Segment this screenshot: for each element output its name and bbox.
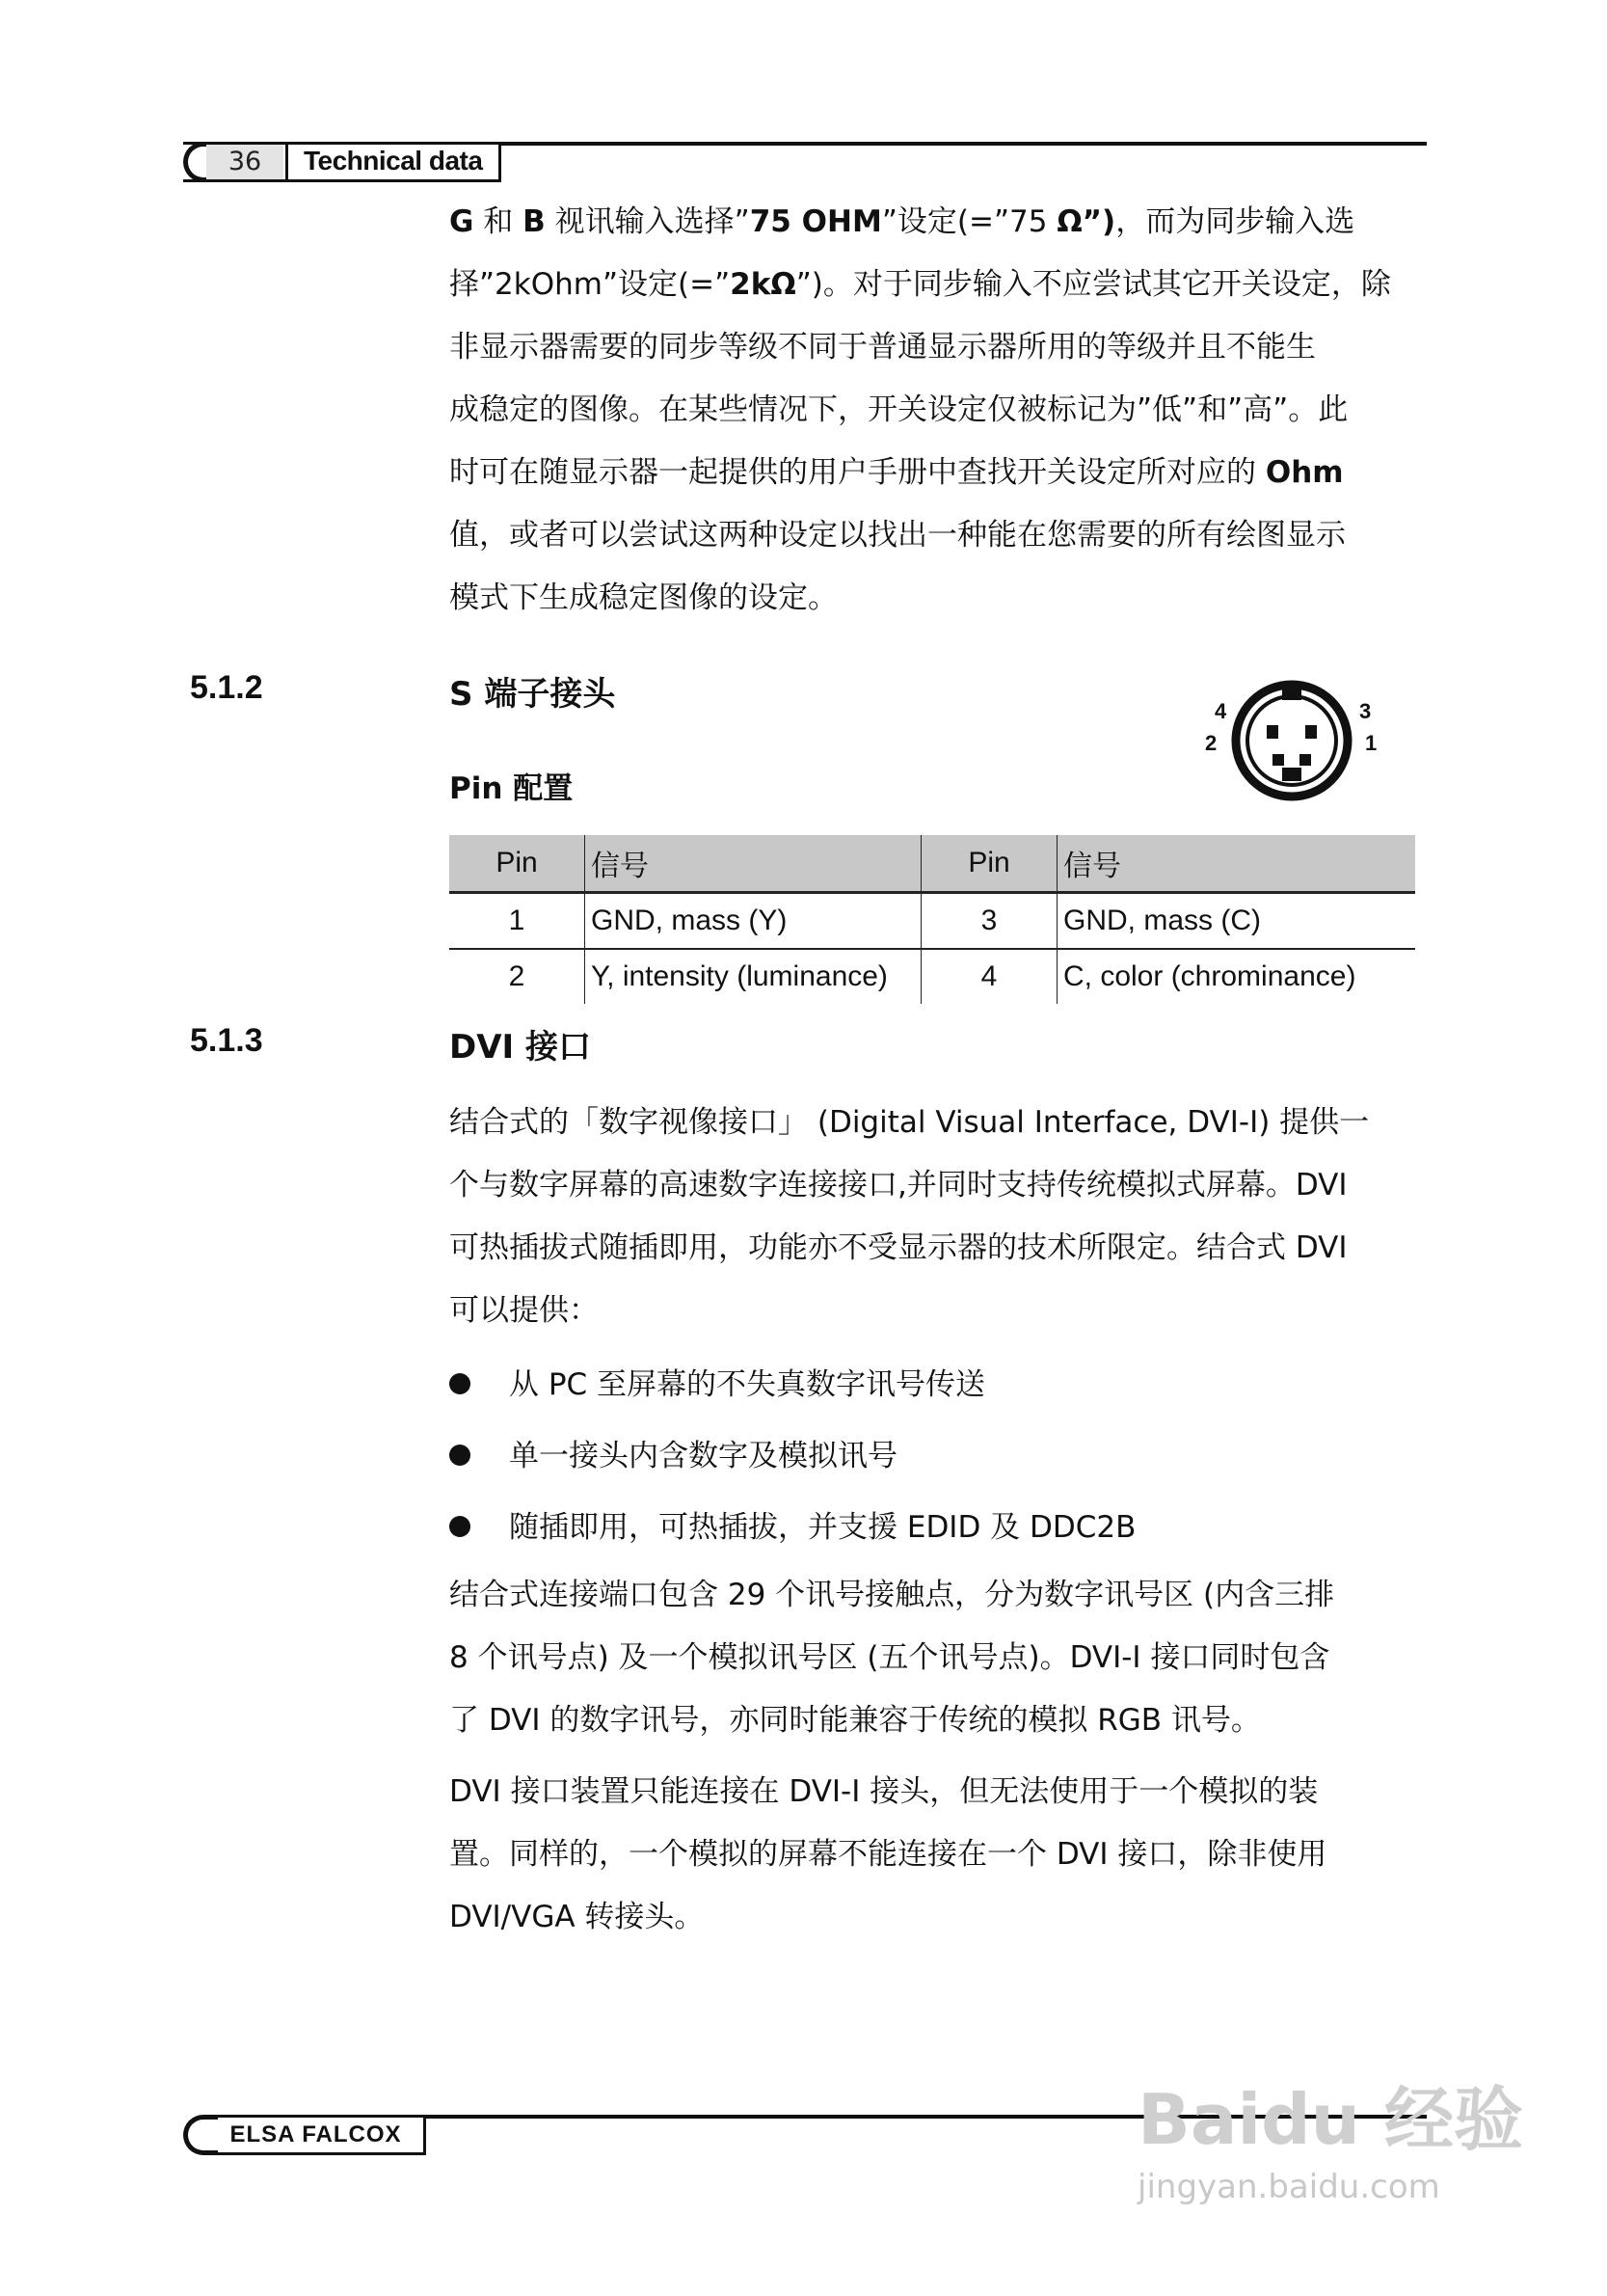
pin-label-1: 1: [1365, 731, 1378, 755]
intro-line-1: G 和 B 视讯输入选择”75 OHM”设定(=”75 Ω”)，而为同步输入选: [449, 204, 1355, 239]
pin-table-header-row: [449, 835, 1415, 893]
list-item: 从 PC 至屏幕的不失真数字讯号传送: [449, 1360, 985, 1403]
signal-cell: C, color (chrominance): [1058, 949, 1416, 1004]
page-number: 36: [206, 145, 283, 179]
dvi-paragraph-1: [449, 1092, 1413, 1342]
table-row: [449, 949, 1415, 1004]
section-number-513: 5.1.3: [190, 1022, 263, 1059]
intro-line-7: 模式下生成稳定图像的设定。: [449, 581, 838, 615]
header-pin-1: Pin: [449, 835, 585, 893]
list-item: 随插即用，可热插拔，并支援 EDID 及 DDC2B: [449, 1502, 1136, 1546]
list-item: 单一接头内含数字及模拟讯号: [449, 1431, 897, 1474]
pin-label-2: 2: [1205, 731, 1218, 755]
section-title-512: S 端子接头: [449, 675, 616, 714]
baidu-watermark-logo: Baidu 经验: [1138, 2079, 1524, 2160]
pin-label-3: 3: [1359, 699, 1372, 723]
dvi-p2-line: 8 个讯号点) 及一个模拟讯号区 (五个讯号点)。DVI-I 接口同时包含: [449, 1640, 1330, 1675]
header-rule: [501, 142, 1427, 146]
dvi-paragraph-3: [449, 1761, 1413, 1949]
header-pin-2: Pin: [922, 835, 1058, 893]
dvi-p2-line: 结合式连接端口包含 29 个讯号接触点，分为数字讯号区 (内含三排: [449, 1578, 1335, 1612]
dvi-paragraph-2: [449, 1564, 1413, 1752]
intro-line-5: 时可在随显示器一起提供的用户手册中查找开关设定所对应的 Ohm: [449, 455, 1344, 490]
bullet-icon: [449, 1445, 470, 1466]
dvi-p1-line: 个与数字屏幕的高速数字连接接口,并同时支持传统模拟式屏幕。DVI: [449, 1168, 1348, 1202]
intro-paragraph: [449, 191, 1413, 630]
dvi-p3-line: DVI/VGA 转接头。: [449, 1900, 705, 1934]
dvi-p3-line: 置。同样的，一个模拟的屏幕不能连接在一个 DVI 接口，除非使用: [449, 1837, 1327, 1872]
dvi-p2-line: 了 DVI 的数字讯号，亦同时能兼容于传统的模拟 RGB 讯号。: [449, 1703, 1261, 1738]
signal-cell: GND, mass (Y): [585, 893, 922, 950]
baidu-watermark-url: jingyan.baidu.com: [1138, 2168, 1440, 2206]
bullet-icon: [449, 1373, 470, 1394]
table-row: [449, 893, 1415, 950]
signal-cell: GND, mass (C): [1058, 893, 1416, 950]
bullet-icon: [449, 1516, 470, 1537]
section-header-title: Technical data: [285, 145, 499, 179]
header-signal-2: 信号: [1058, 835, 1416, 893]
pin-label-4: 4: [1215, 699, 1227, 723]
dvi-p3-line: DVI 接口装置只能连接在 DVI-I 接头，但无法使用于一个模拟的装: [449, 1774, 1319, 1809]
dvi-p1-line: 可热插拔式随插即用，功能亦不受显示器的技术所限定。结合式 DVI: [449, 1230, 1348, 1265]
footer-brand: ELSA FALCOX: [208, 2115, 426, 2155]
pin-config-subhead: Pin 配置: [449, 771, 574, 806]
intro-line-4: 成稳定的图像。在某些情况下，开关设定仅被标记为”低”和”高”。此: [449, 392, 1349, 427]
header-signal-1: 信号: [585, 835, 922, 893]
pin-cell: 1: [449, 893, 585, 950]
pin-table: [449, 835, 1415, 1004]
svideo-connector-icon: [1195, 665, 1388, 810]
intro-line-6: 值，或者可以尝试这两种设定以找出一种能在您需要的所有绘图显示: [449, 518, 1346, 553]
intro-line-2: 择”2kOhm”设定(=”2kΩ”)。对于同步输入不应尝试其它开关设定，除: [449, 267, 1391, 302]
section-number-512: 5.1.2: [190, 669, 263, 706]
pin-cell: 2: [508, 960, 525, 992]
signal-cell: Y, intensity (luminance): [585, 949, 922, 1004]
dvi-p1-line: 结合式的「数字视像接口」 (Digital Visual Interface, DVI-I) 提供一: [449, 1105, 1370, 1140]
pin-cell: 4: [922, 949, 1058, 1004]
section-title-513: DVI 接口: [449, 1028, 592, 1067]
intro-line-3: 非显示器需要的同步等级不同于普通显示器所用的等级并且不能生: [449, 330, 1316, 365]
dvi-p1-line: 可以提供：: [449, 1293, 599, 1328]
pin-cell: 3: [922, 893, 1058, 950]
